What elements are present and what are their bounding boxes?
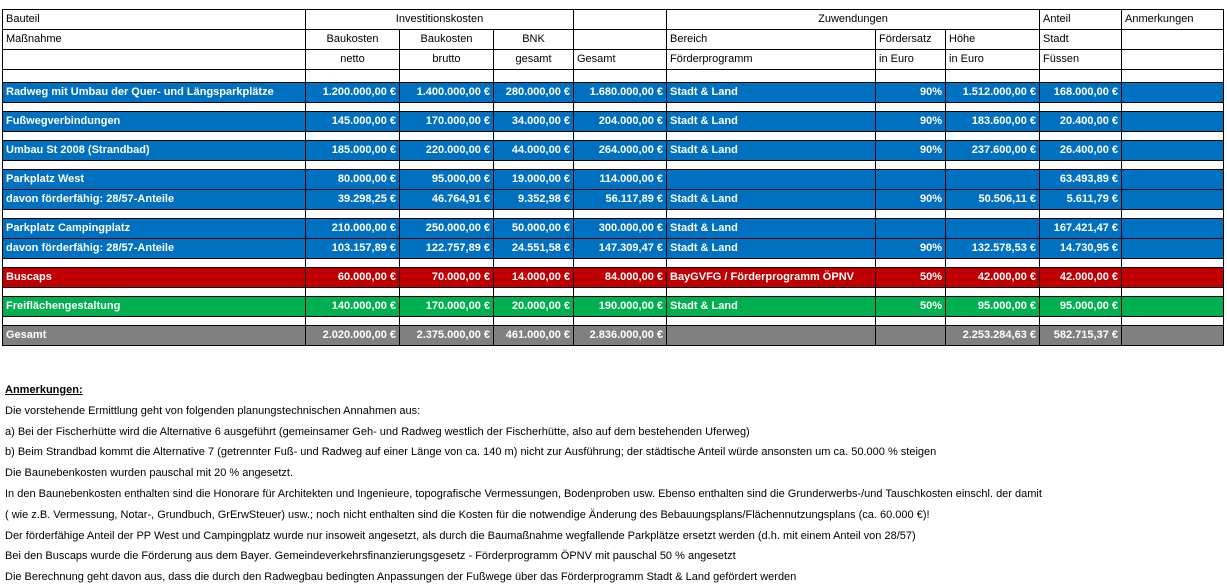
row-netto: 210.000,00 € <box>306 219 400 239</box>
row-anteil: 26.400,00 € <box>1040 141 1122 161</box>
header-empty <box>574 10 667 30</box>
header-row-2 <box>3 30 1224 50</box>
row-bnk: 19.000,00 € <box>494 170 574 190</box>
note-line: b) Beim Strandbad kommt die Alternative 7 (getrennter Fuß- und Radweg auf einer Länge von ca. 140 m) nicht zur Ausführung; der städtische Anteil würde ansonsten um ca. 50.000 % steigen <box>5 446 937 459</box>
row-satz <box>876 219 946 239</box>
header-in-euro-hoehe: in Euro <box>946 50 1040 70</box>
row-hoehe: 42.000,00 € <box>946 268 1040 288</box>
row-name: Radweg mit Umbau der Quer- und Längsparkplätze <box>3 83 306 103</box>
note-line: ( wie z.B. Vermessung, Notar-, Grundbuch, GrErwSteuer) usw.; noch nicht enthalten sind die Kosten für die notwendige Änderung des Bebauungsplans/Flächennutzungsplans (ca. 60.000 €)! <box>5 508 930 521</box>
row-satz <box>876 170 946 190</box>
row-netto: 80.000,00 € <box>306 170 400 190</box>
header-gesamt: Gesamt <box>574 50 667 70</box>
total-brutto: 2.375.000,00 € <box>400 326 494 346</box>
header-bnk: BNK <box>494 30 574 50</box>
row-bnk: 280.000,00 € <box>494 83 574 103</box>
row-satz: 90% <box>876 190 946 210</box>
row-bnk: 50.000,00 € <box>494 219 574 239</box>
header-bauteil: Bauteil <box>3 10 306 30</box>
row-bnk: 14.000,00 € <box>494 268 574 288</box>
row-brutto: 1.400.000,00 € <box>400 83 494 103</box>
row-gesamt: 56.117,89 € <box>574 190 667 210</box>
row-satz: 50% <box>876 297 946 317</box>
total-label: Gesamt <box>3 326 306 346</box>
header-anteil: Anteil <box>1040 10 1122 30</box>
row-netto: 39.298,25 € <box>306 190 400 210</box>
row-gesamt: 147.309,47 € <box>574 239 667 259</box>
row-anteil: 63.493,89 € <box>1040 170 1122 190</box>
row-satz: 90% <box>876 112 946 132</box>
note-line: a) Bei der Fischerhütte wird die Alternative 6 ausgeführt (gemeinsamer Geh- und Radweg westlich der Fischerhütte, also auf dem bestehenden Uferweg) <box>5 425 750 438</box>
total-hoehe: 2.253.284,63 € <box>946 326 1040 346</box>
total-satz <box>876 326 946 346</box>
row-anteil: 42.000,00 € <box>1040 268 1122 288</box>
row-anteil: 14.730,95 € <box>1040 239 1122 259</box>
total-bereich <box>667 326 876 346</box>
row-bereich: Stadt & Land <box>667 297 876 317</box>
note-line: Die Baunebenkosten wurden pauschal mit 20 % angesetzt. <box>5 467 294 480</box>
row-bnk: 24.551,58 € <box>494 239 574 259</box>
total-netto: 2.020.000,00 € <box>306 326 400 346</box>
header-bereich: Bereich <box>667 30 876 50</box>
row-netto: 103.157,89 € <box>306 239 400 259</box>
row-bnk: 20.000,00 € <box>494 297 574 317</box>
row-hoehe: 1.512.000,00 € <box>946 83 1040 103</box>
row-name: Umbau St 2008 (Strandbad) <box>3 141 306 161</box>
table-row <box>3 190 1224 210</box>
total-row <box>3 326 1224 346</box>
row-hoehe: 95.000,00 € <box>946 297 1040 317</box>
header-bnk-gesamt: gesamt <box>494 50 574 70</box>
table-row <box>3 268 1224 288</box>
row-satz: 90% <box>876 239 946 259</box>
row-hoehe: 132.578,53 € <box>946 239 1040 259</box>
row-name: Parkplatz West <box>3 170 306 190</box>
row-bnk: 9.352,98 € <box>494 190 574 210</box>
row-brutto: 70.000,00 € <box>400 268 494 288</box>
row-bnk: 44.000,00 € <box>494 141 574 161</box>
row-brutto: 170.000,00 € <box>400 297 494 317</box>
row-name: Fußwegverbindungen <box>3 112 306 132</box>
header-row-1 <box>3 10 1224 30</box>
header-baukosten-netto-label: Baukosten <box>306 30 400 50</box>
notes-section <box>5 380 1220 588</box>
row-anteil: 5.611,79 € <box>1040 190 1122 210</box>
table-row <box>3 112 1224 132</box>
header-stadt: Stadt <box>1040 30 1122 50</box>
row-bereich: Stadt & Land <box>667 219 876 239</box>
row-gesamt: 300.000,00 € <box>574 219 667 239</box>
table-row <box>3 239 1224 259</box>
row-anteil: 20.400,00 € <box>1040 112 1122 132</box>
row-brutto: 250.000,00 € <box>400 219 494 239</box>
table-row <box>3 297 1224 317</box>
row-brutto: 220.000,00 € <box>400 141 494 161</box>
row-bereich: BayGVFG / Förderprogramm ÖPNV <box>667 268 876 288</box>
header-brutto: brutto <box>400 50 494 70</box>
total-gesamt: 2.836.000,00 € <box>574 326 667 346</box>
header-zuwendungen: Zuwendungen <box>667 10 1040 30</box>
row-brutto: 170.000,00 € <box>400 112 494 132</box>
row-name: Buscaps <box>3 268 306 288</box>
row-satz: 50% <box>876 268 946 288</box>
header-anmerkungen: Anmerkungen <box>1122 10 1224 30</box>
row-netto: 60.000,00 € <box>306 268 400 288</box>
row-bereich: Stadt & Land <box>667 83 876 103</box>
header-hoehe: Höhe <box>946 30 1040 50</box>
row-gesamt: 84.000,00 € <box>574 268 667 288</box>
row-name: Freiflächengestaltung <box>3 297 306 317</box>
row-gesamt: 204.000,00 € <box>574 112 667 132</box>
row-bereich: Stadt & Land <box>667 112 876 132</box>
note-line: In den Baunebenkosten enthalten sind die Honorare für Architekten und Ingenieure, topografische Vermessungen, Bodenproben usw. Ebenso enthalten sind die Grunderwerbs-/und Tauschkosten einschl. der damit <box>5 487 1042 500</box>
row-name: davon förderfähig: 28/57-Anteile <box>3 239 306 259</box>
note-line: Der förderfähige Anteil der PP West und Campingplatz wurde nur insoweit angesetzt, als durch die Baumaßnahme wegfallende Parkplätze ersetzt werden (d.h. mit einem Anteil von 28/57) <box>5 529 916 542</box>
row-bereich: Stadt & Land <box>667 239 876 259</box>
row-bereich: Stadt & Land <box>667 190 876 210</box>
row-hoehe: 237.600,00 € <box>946 141 1040 161</box>
header-foerderprogramm: Förderprogramm <box>667 50 876 70</box>
row-satz: 90% <box>876 83 946 103</box>
row-anteil: 95.000,00 € <box>1040 297 1122 317</box>
row-bereich <box>667 170 876 190</box>
header-row-3 <box>3 50 1224 70</box>
row-gesamt: 114.000,00 € <box>574 170 667 190</box>
row-bereich: Stadt & Land <box>667 141 876 161</box>
header-foerdersatz: Fördersatz <box>876 30 946 50</box>
note-line: Bei den Buscaps wurde die Förderung aus dem Bayer. Gemeindeverkehrsfinanzierungsgesetz - Förderprogramm ÖPNV mit pauschal 50 % angesetzt <box>5 550 736 563</box>
header-fuessen: Füssen <box>1040 50 1122 70</box>
row-hoehe <box>946 219 1040 239</box>
row-bnk: 34.000,00 € <box>494 112 574 132</box>
row-anteil: 168.000,00 € <box>1040 83 1122 103</box>
row-brutto: 95.000,00 € <box>400 170 494 190</box>
row-brutto: 122.757,89 € <box>400 239 494 259</box>
table-row <box>3 141 1224 161</box>
row-netto: 140.000,00 € <box>306 297 400 317</box>
header-in-euro-satz: in Euro <box>876 50 946 70</box>
table-row <box>3 83 1224 103</box>
total-anteil: 582.715,37 € <box>1040 326 1122 346</box>
row-hoehe: 50.506,11 € <box>946 190 1040 210</box>
row-gesamt: 1.680.000,00 € <box>574 83 667 103</box>
row-anteil: 167.421,47 € <box>1040 219 1122 239</box>
header-massnahme: Maßnahme <box>3 30 306 50</box>
total-bnk: 461.000,00 € <box>494 326 574 346</box>
header-netto: netto <box>306 50 400 70</box>
note-line: Die Berechnung geht davon aus, dass die durch den Radwegbau bedingten Anpassungen der Fußwege über das Förderprogramm Stadt & Land gefördert werden <box>5 571 797 584</box>
row-name: Parkplatz Campingplatz <box>3 219 306 239</box>
table-row <box>3 219 1224 239</box>
header-investitionskosten: Investitionskosten <box>306 10 574 30</box>
cost-table <box>2 9 1224 346</box>
row-brutto: 46.764,91 € <box>400 190 494 210</box>
row-satz: 90% <box>876 141 946 161</box>
row-netto: 145.000,00 € <box>306 112 400 132</box>
row-gesamt: 190.000,00 € <box>574 297 667 317</box>
row-name: davon förderfähig: 28/57-Anteile <box>3 190 306 210</box>
row-netto: 185.000,00 € <box>306 141 400 161</box>
header-baukosten-brutto-label: Baukosten <box>400 30 494 50</box>
row-hoehe <box>946 170 1040 190</box>
row-netto: 1.200.000,00 € <box>306 83 400 103</box>
row-gesamt: 264.000,00 € <box>574 141 667 161</box>
row-hoehe: 183.600,00 € <box>946 112 1040 132</box>
notes-title: Anmerkungen: <box>5 384 83 396</box>
note-line: Die vorstehende Ermittlung geht von folgenden planungstechnischen Annahmen aus: <box>5 404 421 417</box>
table-row <box>3 170 1224 190</box>
